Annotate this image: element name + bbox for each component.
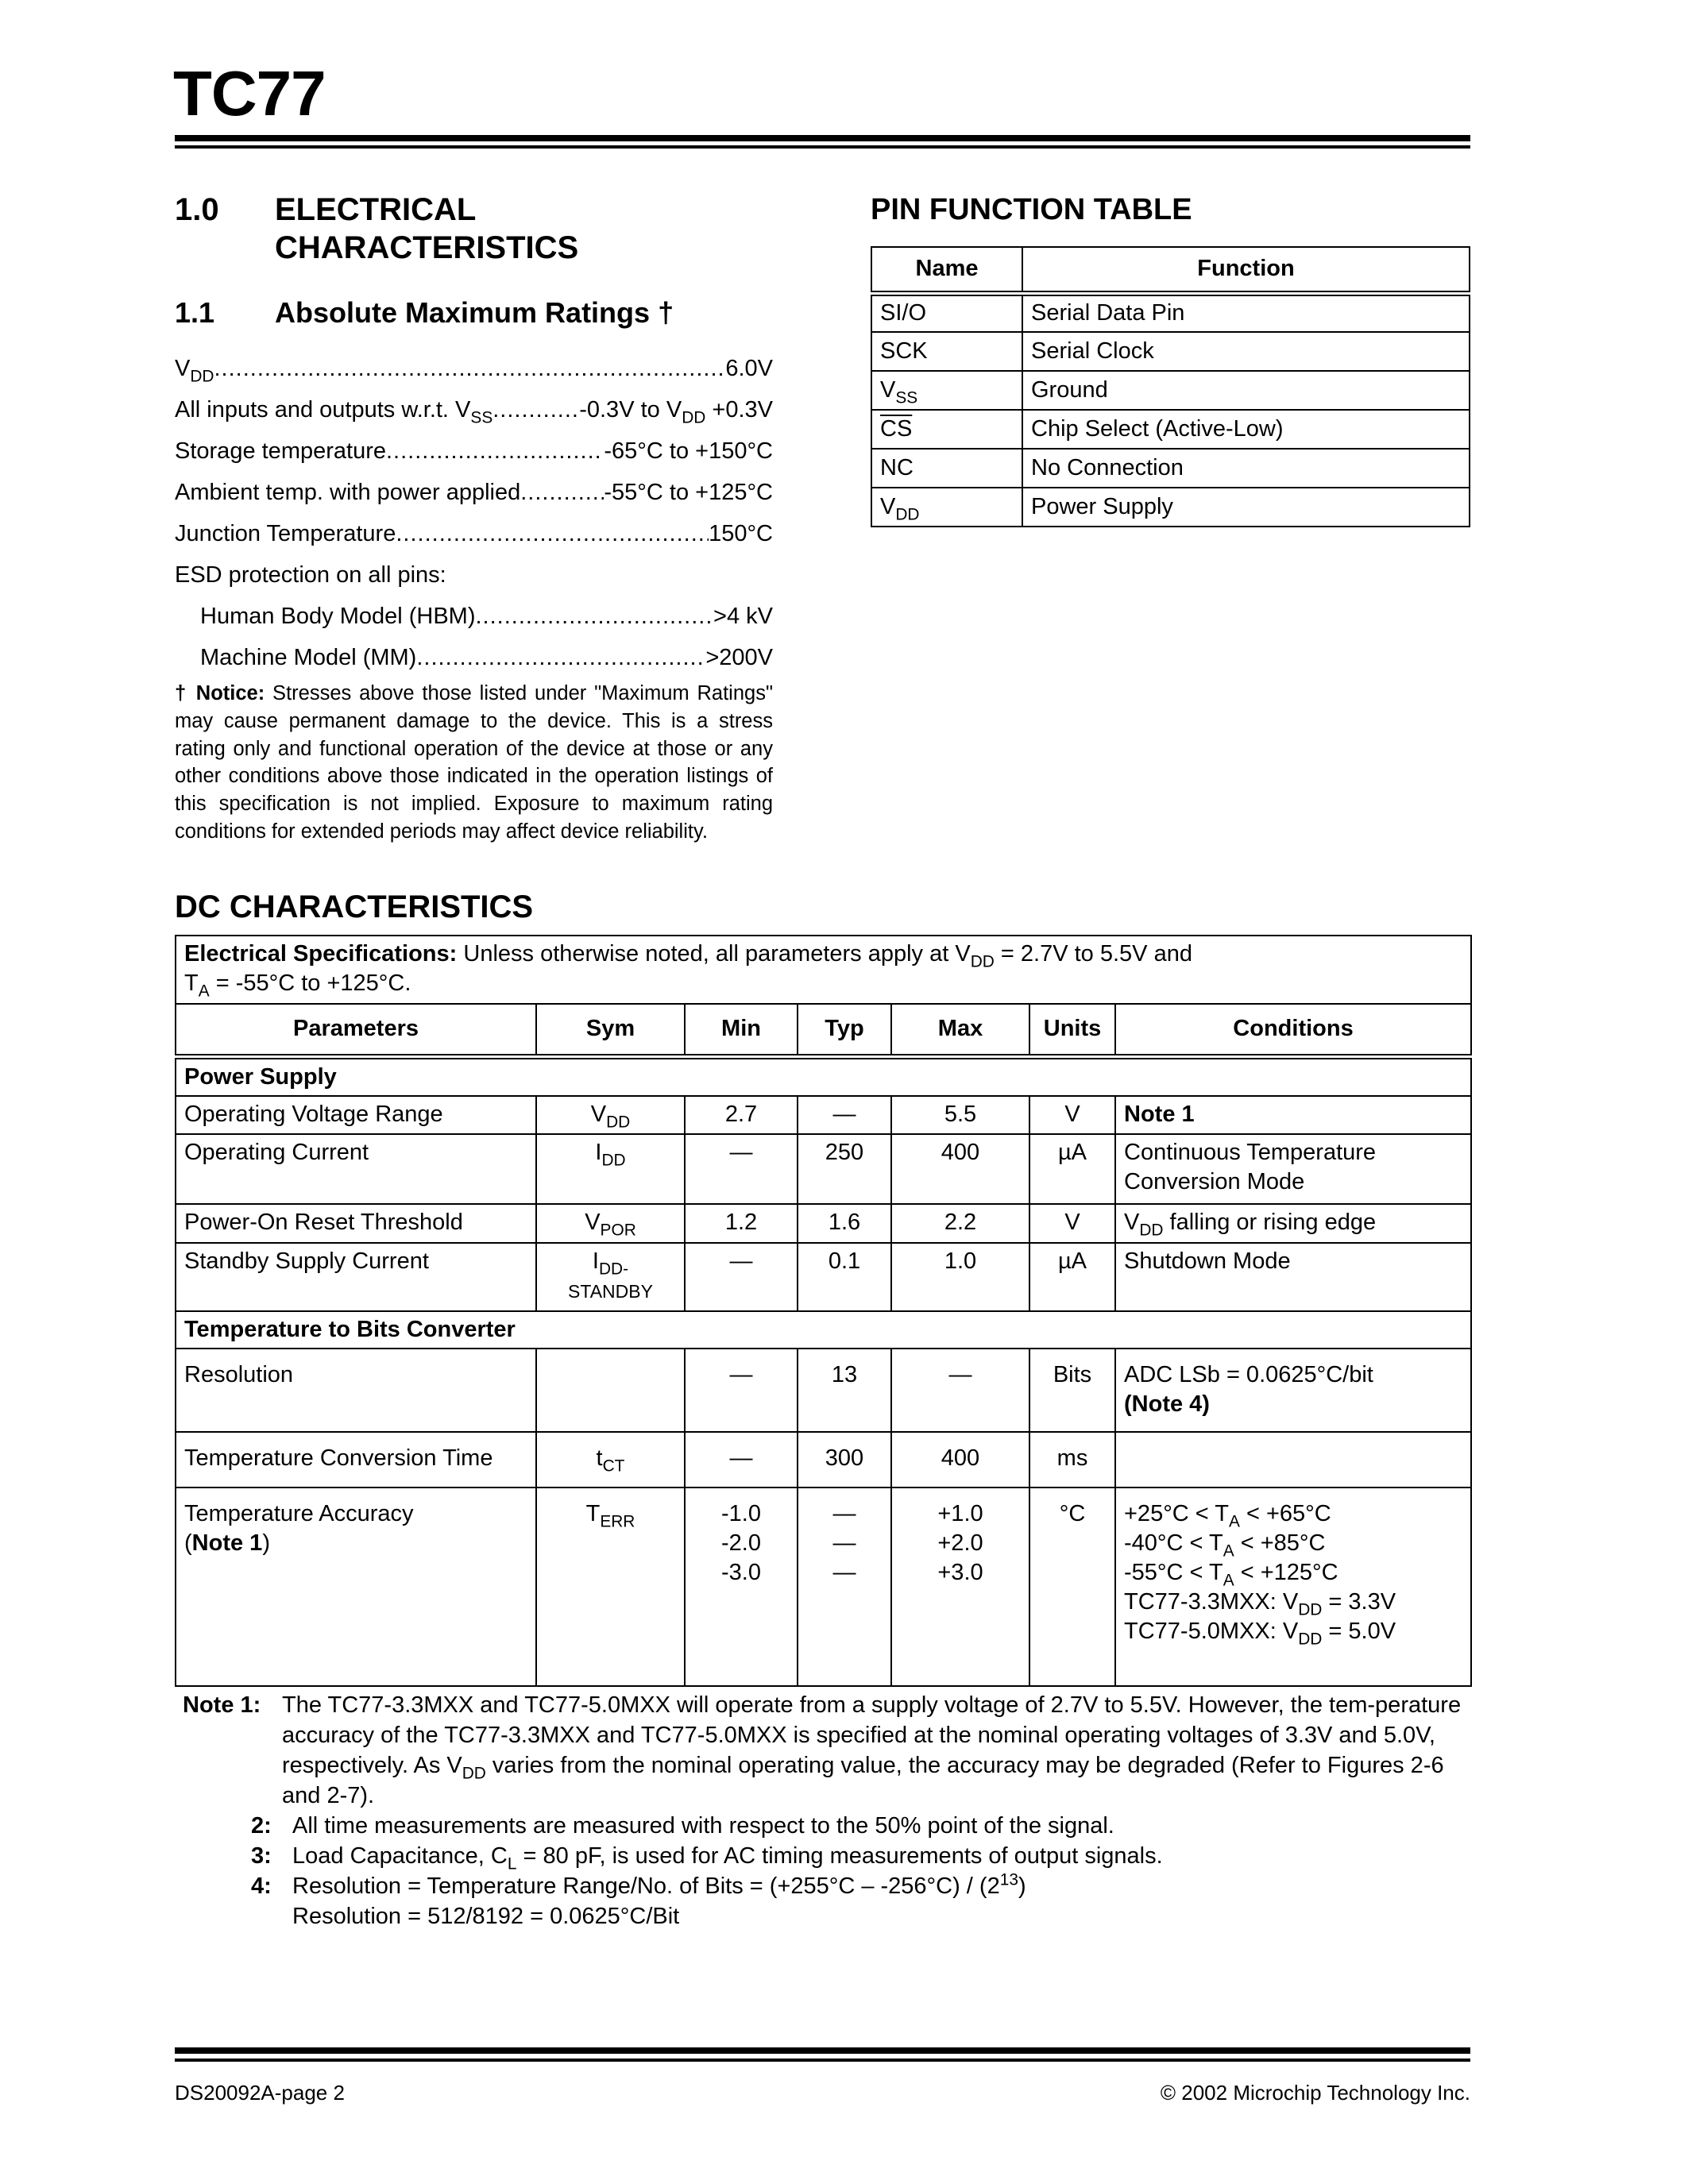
leader-dots: [386, 438, 604, 465]
cell-cond: [1115, 1243, 1471, 1311]
text-segment: 0.1: [828, 1248, 861, 1274]
text-segment: +2.0: [937, 1530, 983, 1556]
header-rule-thin: [175, 145, 1470, 149]
column-header: Conditions: [1115, 1004, 1471, 1056]
text-segment: $\overline{CS}$: [880, 416, 913, 442]
cell-units: [1029, 1432, 1115, 1488]
text-segment: Bits: [1053, 1361, 1092, 1387]
text-segment: T: [184, 970, 199, 996]
text-segment: V: [1064, 1209, 1080, 1235]
cell-param: [176, 1432, 536, 1488]
text-segment: Electrical Specifications:: [184, 941, 458, 967]
pin-function: No Connection: [1022, 449, 1470, 488]
rating-label: [200, 645, 416, 671]
text-segment: -3.0: [721, 1559, 761, 1585]
text-segment: A: [1228, 1511, 1240, 1530]
rating-label: [175, 521, 396, 547]
rating-label: [175, 355, 214, 385]
document-title: TC77: [173, 58, 326, 129]
note-label: 4:: [251, 1873, 272, 1899]
text-segment: DD: [682, 407, 706, 426]
text-segment: Unless otherwise noted, all parameters apply at V: [457, 941, 971, 967]
text-segment: 1.6: [828, 1209, 861, 1235]
rating-value: [579, 396, 773, 426]
absolute-max-ratings-list: [175, 348, 773, 678]
table-row: [176, 1488, 1471, 1686]
text-segment: 150°C: [709, 520, 773, 546]
section-number: 1.0: [175, 192, 219, 227]
text-segment: 300: [825, 1445, 864, 1471]
cell-sym: [536, 1432, 685, 1488]
rating-value: [604, 480, 773, 506]
section-title-line2: CHARACTERISTICS: [275, 230, 579, 265]
text-segment: +25°C < T: [1124, 1500, 1229, 1526]
notice-paragraph: [175, 680, 773, 846]
cell-max: [891, 1134, 1029, 1204]
pin-function: Ground: [1022, 371, 1470, 410]
cell-sym: [536, 1349, 685, 1432]
text-segment: -2.0: [721, 1530, 761, 1556]
text-segment: < +65°C: [1239, 1500, 1331, 1526]
rating-row: [175, 472, 773, 513]
text-segment: = 80 pF, is used for AC timing measurements of output signals.: [516, 1843, 1163, 1869]
cell-typ: [798, 1488, 891, 1686]
rating-row: [175, 389, 773, 430]
rating-value: [709, 521, 773, 547]
pin-function: Serial Clock: [1022, 332, 1470, 371]
text-segment: SI/O: [880, 300, 927, 326]
text-segment: Load Capacitance, C: [292, 1843, 508, 1869]
pin-name: [871, 410, 1022, 449]
pin-row: [871, 332, 1470, 371]
pin-name: [871, 449, 1022, 488]
cell-min: [685, 1134, 798, 1204]
note-item: [183, 1871, 1470, 1931]
cell-min: [685, 1096, 798, 1134]
text-segment: µA: [1057, 1139, 1087, 1165]
text-segment: DD: [895, 505, 920, 524]
text-segment: A: [1223, 1570, 1234, 1589]
table-row: [176, 1243, 1471, 1311]
footer-rule: [175, 2047, 1470, 2054]
pin-row: [871, 488, 1470, 527]
group-header-row: [176, 1311, 1471, 1349]
section-title-line1: ELECTRICAL: [275, 192, 477, 227]
note-item: [183, 1690, 1470, 1811]
header-name: Name: [871, 247, 1022, 293]
text-segment: >200V: [705, 644, 773, 670]
column-header: Units: [1029, 1004, 1115, 1056]
text-segment: POR: [600, 1220, 636, 1239]
text-segment: +1.0: [937, 1500, 983, 1526]
text-segment: —: [832, 1101, 856, 1127]
rating-row: [175, 596, 773, 637]
pin-row: [871, 449, 1470, 488]
pin-function: Serial Data Pin: [1022, 293, 1470, 332]
cell-units: [1029, 1134, 1115, 1204]
text-segment: DD-: [598, 1259, 629, 1278]
text-segment: DD: [970, 952, 995, 971]
text-segment: +3.0: [937, 1559, 983, 1585]
table-row: [176, 1432, 1471, 1488]
cell-units: [1029, 1349, 1115, 1432]
rating-row: [175, 637, 773, 678]
text-segment: 13: [999, 1870, 1018, 1889]
cell-min: [685, 1243, 798, 1311]
text-segment: 2.7: [724, 1101, 758, 1127]
text-segment: DD: [1298, 1599, 1323, 1619]
text-segment: L: [507, 1854, 517, 1873]
column-header: Min: [685, 1004, 798, 1056]
text-segment: 13: [831, 1361, 858, 1387]
text-segment: Shutdown Mode: [1124, 1248, 1291, 1274]
text-segment: (: [184, 1530, 192, 1556]
note-label: 2:: [251, 1813, 272, 1839]
text-segment: I: [592, 1248, 599, 1274]
cell-sym: [536, 1488, 685, 1686]
text-segment: Operating Current: [184, 1139, 369, 1165]
text-segment: µA: [1057, 1248, 1087, 1274]
text-segment: = 3.3V: [1322, 1588, 1396, 1615]
text-segment: Temperature Conversion Time: [184, 1445, 493, 1471]
text-segment: DD: [1298, 1629, 1323, 1648]
cell-min: [685, 1488, 798, 1686]
text-segment: (Note 4): [1124, 1391, 1210, 1417]
text-segment: +0.3V: [705, 396, 773, 423]
text-segment: = 2.7V to 5.5V and: [994, 941, 1192, 967]
dc-title: DC CHARACTERISTICS: [175, 889, 534, 924]
cell-units: [1029, 1096, 1115, 1134]
text-segment: —: [832, 1559, 856, 1585]
cell-typ: [798, 1096, 891, 1134]
section-title: Absolute Maximum Ratings †: [275, 296, 674, 329]
text-segment: ESD protection on all pins:: [175, 561, 446, 588]
text-segment: DD: [1139, 1220, 1164, 1239]
text-segment: -1.0: [721, 1500, 761, 1526]
text-segment: V: [880, 377, 896, 403]
cell-max: [891, 1432, 1029, 1488]
cell-units: [1029, 1243, 1115, 1311]
text-segment: Standby Supply Current: [184, 1248, 429, 1274]
dc-heading: [175, 888, 533, 926]
pin-row: [871, 371, 1470, 410]
leader-dots: [416, 645, 705, 671]
text-segment: The TC77-3.3MXX and TC77-5.0MXX will operate from a supply voltage of 2.7V to 5.5V. However, the tem-perature accuracy of the TC77-3.3MXX and TC77-5.0MXX is specified at the nominal operating voltages of 3.3V and 5.0V, respectively. As V: [282, 1692, 1462, 1778]
rating-value: [725, 356, 773, 382]
cell-cond: [1115, 1488, 1471, 1686]
pin-row: [871, 293, 1470, 332]
text-segment: Resolution = 512/8192 = 0.0625°C/Bit: [292, 1904, 680, 1929]
text-segment: < +125°C: [1234, 1559, 1338, 1585]
cell-max: [891, 1204, 1029, 1243]
text-segment: DD: [606, 1112, 631, 1131]
column-header: Max: [891, 1004, 1029, 1056]
rating-label: [200, 604, 476, 630]
text-segment: 400: [941, 1445, 980, 1471]
cell-typ: [798, 1243, 891, 1311]
notice-label: † Notice:: [175, 682, 265, 704]
text-segment: —: [948, 1361, 972, 1387]
notice-text: Stresses above those listed under "Maximum Ratings" may cause permanent damage to the device. This is a stress rating only and functional operation of the device at those or any other conditions above those indicated in the operation listings of this specification is not implied. Exposure to maximum rating conditions for extended periods may affect device reliability.: [175, 682, 773, 843]
text-segment: —: [729, 1248, 753, 1274]
pin-function-table: [871, 246, 1470, 527]
group-title: Power Supply: [176, 1056, 1471, 1096]
note-text: [292, 1841, 1163, 1871]
cell-typ: [798, 1134, 891, 1204]
text-segment: TC77-3.3MXX: V: [1124, 1588, 1299, 1615]
text-segment: All inputs and outputs w.r.t. V: [175, 396, 471, 423]
cell-param: [176, 1243, 536, 1311]
text-segment: 1.2: [724, 1209, 758, 1235]
text-segment: ERR: [600, 1511, 635, 1530]
rating-value: [604, 438, 773, 465]
text-segment: Resolution: [184, 1361, 294, 1387]
text-segment: Continuous Temperature Conversion Mode: [1124, 1139, 1377, 1194]
note-text: [292, 1871, 1026, 1931]
text-segment: varies from the nominal operating value, the accuracy may be degraded (Refer to Figures 2-6 and 2-7).: [282, 1753, 1444, 1808]
text-segment: 1.0: [944, 1248, 977, 1274]
leader-dots: [520, 480, 604, 506]
pin-name: [871, 488, 1022, 527]
text-segment: CT: [602, 1456, 625, 1475]
text-segment: -0.3V to V: [579, 396, 682, 423]
cell-sym: [536, 1096, 685, 1134]
header-function: Function: [1022, 247, 1470, 293]
rating-value: [705, 645, 773, 671]
table-row: [176, 1134, 1471, 1204]
cell-max: [891, 1349, 1029, 1432]
cell-cond: [1115, 1096, 1471, 1134]
text-segment: NC: [880, 455, 914, 480]
rating-row: [175, 348, 773, 389]
text-segment: Machine Model (MM): [200, 644, 417, 670]
dc-header-row: [176, 1004, 1471, 1056]
group-header-row: [176, 1056, 1471, 1096]
note-label: 3:: [251, 1843, 272, 1869]
text-segment: T: [585, 1500, 601, 1526]
column-header: Parameters: [176, 1004, 536, 1056]
text-segment: V: [1124, 1209, 1140, 1235]
rating-label: [175, 480, 520, 506]
pin-function: Chip Select (Active-Low): [1022, 410, 1470, 449]
text-segment: DD: [462, 1764, 486, 1783]
text-segment: Power-On Reset Threshold: [184, 1209, 463, 1235]
column-header: Sym: [536, 1004, 685, 1056]
text-segment: Temperature Accuracy: [184, 1500, 414, 1526]
text-segment: Resolution = Temperature Range/No. of Bits = (+255°C – -256°C) / (2: [292, 1873, 1000, 1899]
cell-cond: [1115, 1349, 1471, 1432]
footer-copyright: © 2002 Microchip Technology Inc.: [1160, 2081, 1470, 2105]
text-segment: Note 1: [1124, 1101, 1195, 1127]
text-segment: Ambient temp. with power applied: [175, 479, 521, 505]
cell-cond: [1115, 1134, 1471, 1204]
section-number: 1.1: [175, 296, 215, 329]
pin-row: [871, 410, 1470, 449]
text-segment: -40°C < T: [1124, 1530, 1223, 1556]
text-segment: 2.2: [944, 1209, 977, 1235]
text-segment: < +85°C: [1234, 1530, 1326, 1556]
text-segment: ): [1018, 1873, 1026, 1899]
text-segment: = 5.0V: [1322, 1618, 1396, 1644]
cell-typ: [798, 1349, 891, 1432]
text-segment: SCK: [880, 338, 928, 364]
footer-page-number: DS20092A-page 2: [175, 2081, 345, 2105]
text-segment: DD: [601, 1150, 626, 1169]
text-segment: 400: [941, 1139, 980, 1165]
leader-dots: [476, 604, 714, 630]
text-segment: -55°C to +125°C: [604, 479, 773, 505]
cell-max: [891, 1488, 1029, 1686]
text-segment: Storage temperature: [175, 438, 386, 464]
cell-param: [176, 1204, 536, 1243]
text-segment: DD: [190, 366, 214, 385]
column-header: Typ: [798, 1004, 891, 1056]
text-segment: STANDBY: [568, 1280, 653, 1302]
text-segment: SS: [895, 388, 918, 407]
text-segment: = -55°C to +125°C.: [209, 970, 411, 996]
text-segment: TC77-5.0MXX: V: [1124, 1618, 1299, 1644]
text-segment: ): [262, 1530, 270, 1556]
text-segment: -55°C < T: [1124, 1559, 1223, 1585]
text-segment: 5.5: [944, 1101, 977, 1127]
text-segment: Human Body Model (HBM): [200, 603, 476, 629]
text-segment: —: [729, 1445, 753, 1471]
text-segment: falling or rising edge: [1163, 1209, 1377, 1235]
cell-min: [685, 1204, 798, 1243]
rating-label: [175, 396, 493, 426]
header-rule: [175, 135, 1470, 141]
leader-dots: [214, 356, 726, 382]
table-row: [176, 1096, 1471, 1134]
text-segment: Operating Voltage Range: [184, 1101, 443, 1127]
text-segment: —: [832, 1530, 856, 1556]
cell-cond: [1115, 1204, 1471, 1243]
text-segment: —: [729, 1139, 753, 1165]
rating-label: [175, 562, 446, 588]
spec-row: [176, 936, 1471, 1004]
text-segment: ms: [1056, 1445, 1088, 1471]
table-row: [176, 1349, 1471, 1432]
cell-typ: [798, 1204, 891, 1243]
dc-characteristics-table: [175, 935, 1472, 1687]
cell-max: [891, 1243, 1029, 1311]
text-segment: -65°C to +150°C: [604, 438, 773, 464]
pin-name: [871, 293, 1022, 332]
text-segment: V: [590, 1101, 607, 1127]
cell-min: [685, 1349, 798, 1432]
text-segment: >4 kV: [713, 603, 773, 629]
section-heading-electrical: [175, 191, 578, 267]
text-segment: V: [585, 1209, 601, 1235]
text-segment: °C: [1059, 1500, 1086, 1526]
rating-row: [175, 430, 773, 472]
cell-max: [891, 1096, 1029, 1134]
electrical-specifications: [176, 936, 1471, 1004]
group-title: Temperature to Bits Converter: [176, 1311, 1471, 1349]
pin-table-title: PIN FUNCTION TABLE: [871, 193, 1192, 226]
note-item: [183, 1811, 1470, 1841]
text-segment: Junction Temperature: [175, 520, 396, 546]
cell-param: [176, 1134, 536, 1204]
cell-param: [176, 1349, 536, 1432]
pin-name: [871, 371, 1022, 410]
note-item: [183, 1841, 1470, 1871]
text-segment: All time measurements are measured with respect to the 50% point of the signal.: [292, 1813, 1114, 1839]
rating-value: [713, 604, 773, 630]
text-segment: 250: [825, 1139, 864, 1165]
text-segment: V: [1064, 1101, 1080, 1127]
section-heading-absolute-max: [175, 294, 674, 332]
pin-function: Power Supply: [1022, 488, 1470, 527]
text-segment: A: [198, 982, 210, 1001]
pin-table-heading: [871, 191, 1192, 229]
text-segment: Note 1: [191, 1530, 263, 1556]
pin-table-header: [871, 247, 1470, 293]
cell-param: [176, 1488, 536, 1686]
pin-name: [871, 332, 1022, 371]
text-segment: —: [832, 1500, 856, 1526]
text-segment: V: [880, 494, 896, 519]
notes-list: [183, 1690, 1470, 1931]
rating-row: [175, 554, 773, 596]
cell-sym: [536, 1243, 685, 1311]
cell-units: [1029, 1204, 1115, 1243]
text-segment: 6.0V: [725, 355, 773, 381]
cell-typ: [798, 1432, 891, 1488]
cell-param: [176, 1096, 536, 1134]
text-segment: t: [596, 1445, 603, 1471]
text-segment: V: [175, 355, 191, 381]
text-segment: A: [1223, 1541, 1234, 1560]
leader-dots: [396, 521, 709, 547]
cell-cond: [1115, 1432, 1471, 1488]
leader-dots: [492, 397, 579, 423]
rating-label: [175, 438, 386, 465]
cell-min: [685, 1432, 798, 1488]
footer-rule-thin: [175, 2059, 1470, 2062]
note-text: [292, 1811, 1114, 1841]
cell-sym: [536, 1134, 685, 1204]
text-segment: SS: [470, 407, 493, 426]
cell-sym: [536, 1204, 685, 1243]
note-label: Note 1:: [183, 1692, 261, 1718]
rating-row: [175, 513, 773, 554]
text-segment: I: [595, 1139, 602, 1165]
text-segment: ADC LSb = 0.0625°C/bit: [1124, 1361, 1373, 1387]
table-row: [176, 1204, 1471, 1243]
text-segment: —: [729, 1361, 753, 1387]
cell-units: [1029, 1488, 1115, 1686]
note-text: [282, 1690, 1470, 1811]
